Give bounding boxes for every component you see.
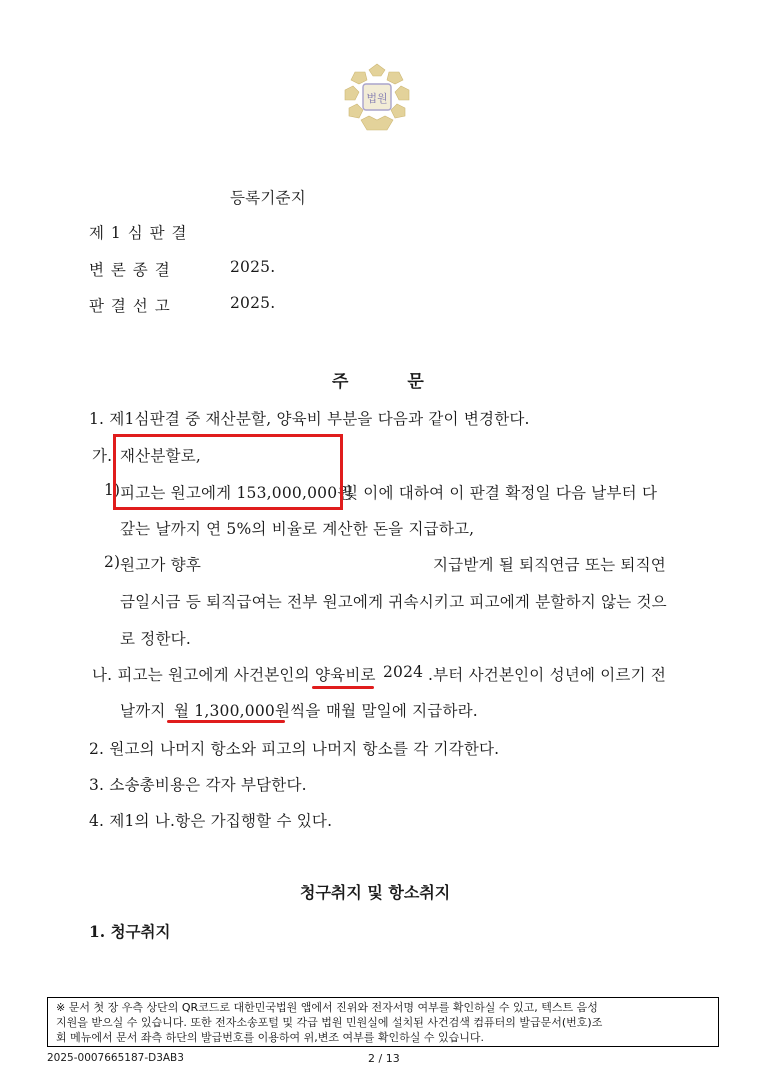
highlight-box-property-division [113,434,343,510]
ga2-line3: 로 정한다. [120,630,191,648]
claims-item-1: 1. 청구취지 [89,922,171,941]
na-line1-year: 2024 [383,663,424,681]
na-line1c: .부터 사건본인이 성년에 이르기 전 [428,666,667,684]
first-instance-label: 제 1 심 판 결 [89,224,188,242]
page-number: 2 / 13 [368,1052,400,1065]
underline-child-support [312,686,374,689]
notice-line-3: 회 메뉴에서 문서 좌측 하단의 발급번호를 이용하여 위,변조 여부를 확인하실 수 있습니다. [56,1031,484,1044]
seal-text: 법원 [366,92,388,105]
ga2-line2: 금일시금 등 퇴직급여는 전부 원고에게 귀속시키고 피고에게 분할하지 않는 것으 [120,593,667,611]
judgment-date-label: 판 결 선 고 [89,297,171,315]
ga1-highlighted-amount: 피고는 원고에게 153,000,000원 [120,484,353,502]
na-line2a: 날까지 [120,702,166,720]
order-item-2: 2. 원고의 나머지 항소와 피고의 나머지 항소를 각 기각한다. [89,740,500,758]
notice-line-2: 지원을 받으실 수 있습니다. 또한 전자소송포털 및 각급 법원 민원실에 설치된 사건검색 컴퓨터의 발급문서(번호)조 [56,1016,603,1029]
notice-line-1: ※ 문서 첫 장 우측 상단의 QR코드로 대한민국법원 앱에서 진위와 전자서명 여부를 확인하실 수 있고, 텍스트 음성 [56,1001,598,1014]
order-item-3: 3. 소송총비용은 각자 부담한다. [89,776,307,794]
na-line2b: 매월 말일에 지급하라. [326,702,478,720]
ga1-prefix: 1) [104,481,121,499]
registration-label: 등록기준지 [230,189,306,207]
ga2-line1b: 지급받게 될 퇴직연금 또는 퇴직연 [433,556,666,574]
order-item-4: 4. 제1의 나.항은 가집행할 수 있다. [89,812,333,830]
court-seal-emblem [341,62,413,132]
ga1-line1-rest: 및 이에 대하여 이 판결 확정일 다음 날부터 다 [343,484,658,502]
na-child-support-highlight: 양육비로 [315,666,376,684]
judgment-date-value: 2025. [230,294,276,312]
na-monthly-amount-highlight: 월 1,300,000원씩을 [174,702,321,720]
ga-prefix: 가. [92,447,113,465]
document-issue-number: 2025-0007665187-D3AB3 [47,1052,184,1064]
ga1-line2: 갚는 날까지 연 5%의 비율로 계산한 돈을 지급하고, [120,520,475,538]
argument-closed-value: 2025. [230,258,276,276]
order-title: 주 문 [332,372,426,392]
verification-notice-box [47,997,719,1047]
ga-text: 재산분할로, [120,447,201,465]
underline-monthly-amount [167,720,285,723]
na-line1a: 나. 피고는 원고에게 사건본인의 [92,666,310,684]
ga2-line1a: 원고가 향후 [120,556,201,574]
argument-closed-label: 변 론 종 결 [89,261,171,279]
order-item-1: 1. 제1심판결 중 재산분할, 양육비 부분을 다음과 같이 변경한다. [89,410,530,428]
claims-title: 청구취지 및 항소취지 [300,883,451,902]
ga2-prefix: 2) [104,553,121,571]
